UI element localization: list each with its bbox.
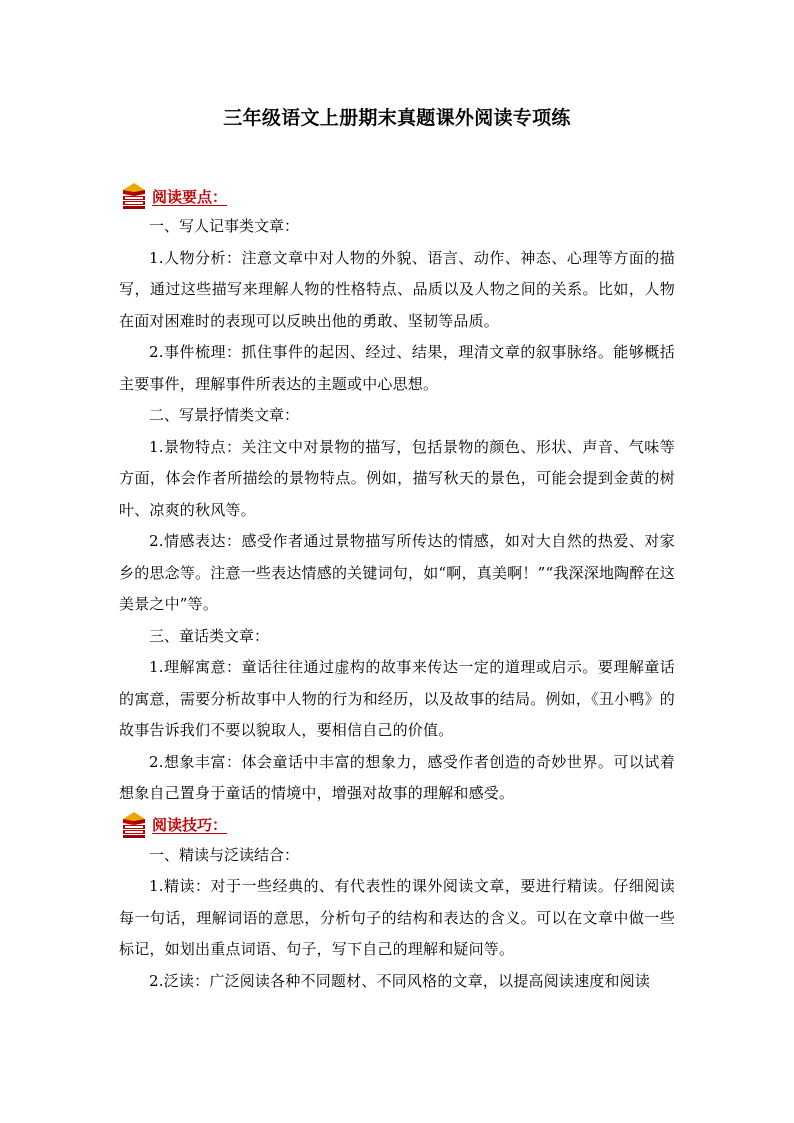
page-title: 三年级语文上册期末真题课外阅读专项练	[223, 107, 571, 129]
document-body	[119, 181, 675, 997]
skills-heading	[122, 810, 675, 840]
paragraph	[119, 243, 675, 338]
paragraph-label: 2.情感表达：	[149, 532, 242, 550]
section-title: 三、童话类文章：	[149, 626, 270, 645]
paragraph-text: 抓住事件的起因、经过、结果，理清文章的叙事脉络。能够概括主要事件，理解事件所表达的主题或中心思想。	[119, 343, 676, 393]
paragraph-text: 广泛阅读各种不同题材、不同风格的文章，以提高阅读速度和阅读	[209, 971, 651, 990]
paragraph-text: 注意文章中对人物的外貌、语言、动作、神态、心理等方面的描写，通过这些描写来理解人物的性格特点、品质以及人物之间的关系。比如，人物在面对困难时的表现可以反映出他的勇敢、坚韧等品质。	[119, 248, 676, 330]
paragraph	[119, 652, 675, 747]
paragraph-text: 童话往往通过虚构的故事来传达一定的道理或启示。要理解童话的寓意，需要分析故事中人物的行为和经历，以及故事的结局。例如，《丑小鸭》的故事告诉我们不要以貌取人，要相信自己的价值。	[119, 658, 676, 739]
paragraph-text: 感受作者通过景物描写所传达的情感，如对大自然的热爱、对家乡的思念等。注意一些表达情感的关键词句，如“啊，真美啊！”“我深深地陶醉在这美景之中”等。	[119, 532, 676, 613]
paragraph	[119, 747, 675, 810]
book-stack-icon	[122, 811, 146, 839]
paragraph	[119, 337, 675, 400]
section-title: 一、写人记事类文章：	[149, 217, 300, 235]
paragraph-label: 2.想象丰富：	[149, 752, 242, 771]
paragraph	[119, 871, 675, 966]
paragraph-text: 对于一些经典的、有代表性的课外阅读文章，要进行精读。仔细阅读每一句话，理解词语的意思，分析句子的结构和表达的含义。可以在文章中做一些标记，如划出重点词语、句子，写下自己的理解和疑问等。	[119, 877, 675, 958]
section-title: 一、精读与泛读结合：	[149, 845, 300, 864]
paragraph-label: 2.泛读：	[149, 971, 210, 990]
paragraph-label: 1.精读：	[149, 877, 211, 895]
paragraph-label: 2.事件梳理：	[149, 343, 242, 361]
paragraph	[119, 432, 675, 527]
section-title: 二、写景抒情类文章：	[149, 406, 300, 424]
book-stack-icon	[122, 182, 146, 210]
paragraph-label: 1.人物分析：	[149, 248, 242, 267]
key-points-heading-text: 阅读要点：	[152, 187, 228, 206]
paragraph	[119, 966, 675, 998]
paragraph-label: 1.理解寓意：	[149, 658, 242, 676]
paragraph-text: 体会童话中丰富的想象力，感受作者创造的奇妙世界。可以试着想象自己置身于童话的情境中，增强对故事的理解和感受。	[119, 752, 676, 802]
paragraph	[119, 526, 675, 621]
paragraph-text: 关注文中对景物的描写，包括景物的颜色、形状、声音、气味等方面，体会作者所描绘的景物特点。例如，描写秋天的景色，可能会提到金黄的树叶、凉爽的秋风等。	[119, 437, 676, 519]
skills-heading-text: 阅读技巧：	[152, 816, 228, 834]
key-points-heading	[122, 181, 675, 211]
paragraph-label: 1.景物特点：	[149, 437, 242, 456]
